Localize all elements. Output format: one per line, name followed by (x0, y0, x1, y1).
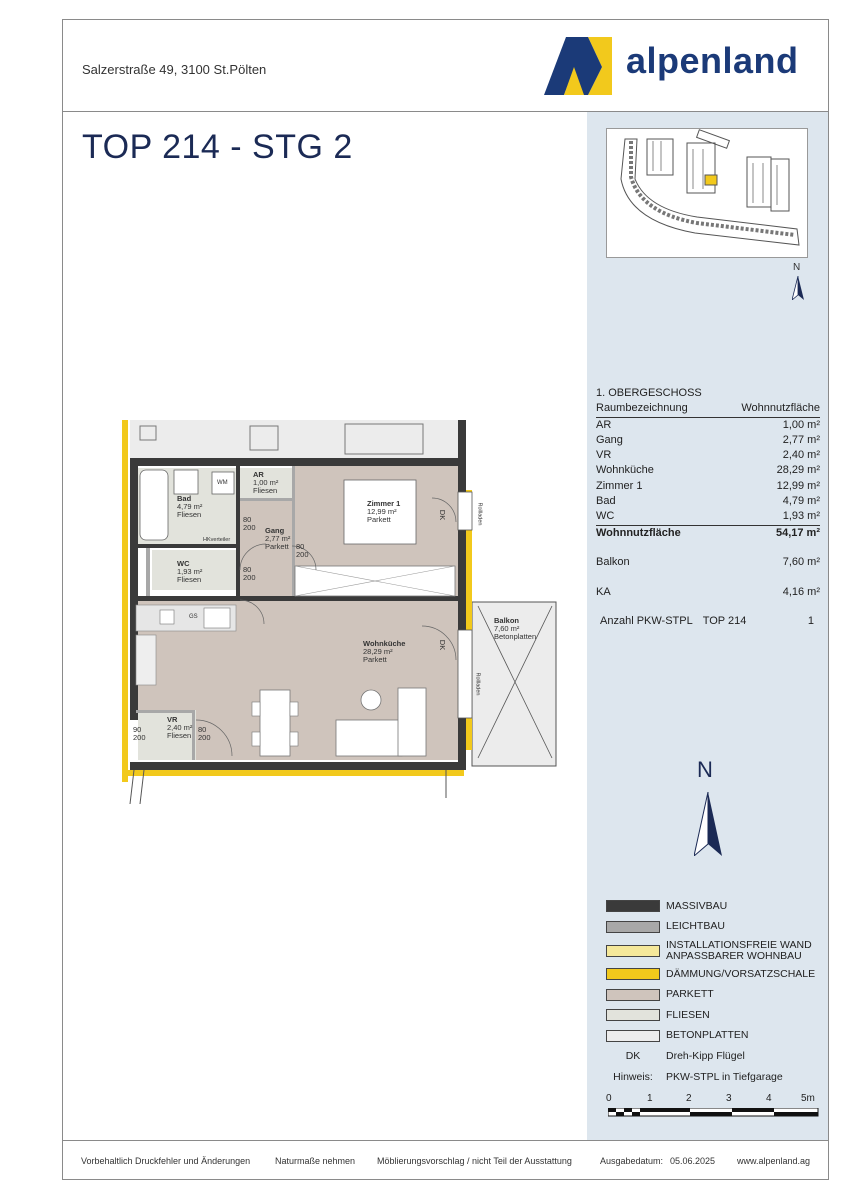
table-header (596, 401, 820, 417)
site-keyplan (606, 128, 808, 258)
hkverteiler-label: HKverteiler (203, 537, 231, 543)
ar-label: AR 1,00 m² Fliesen (253, 470, 279, 495)
legend-swatch (606, 989, 660, 1001)
north-label: N (697, 757, 713, 782)
scale-tick: 0 (606, 1093, 612, 1104)
table-row: Bad 4,79 m² (596, 495, 820, 508)
legend-item: PARKETT (606, 985, 826, 1006)
legend-swatch (606, 1030, 660, 1042)
scale-tick: 5m (801, 1093, 815, 1104)
zimmer-label: Zimmer 1 12,99 m² Parkett (367, 499, 401, 524)
bad-label: Bad 4,79 m² Fliesen (177, 494, 203, 519)
scale-tick: 4 (766, 1093, 772, 1104)
scale-bar (606, 1093, 822, 1123)
scale-tick: 3 (726, 1093, 732, 1104)
footer-web-link[interactable]: www.alpenland.ag (737, 1156, 811, 1166)
wm-label: WM (217, 480, 228, 486)
legend-item: DÄMMUNG/VORSATZSCHALE (606, 964, 826, 985)
vr-label: VR 2,40 m² Fliesen (167, 715, 193, 740)
scale-bar-graphic (608, 1108, 820, 1118)
col-area-header: Wohnnutzfläche (741, 402, 820, 415)
col-room-header: Raumbezeichnung (596, 402, 688, 415)
legend-dk: DK Dreh-Kipp Flügel (625, 1050, 745, 1063)
legend (606, 896, 826, 1087)
footer (62, 1150, 829, 1174)
footer-furniture: Möblierungsvorschlag / nicht Teil der Ausstattung (377, 1156, 572, 1166)
area-table (596, 386, 820, 629)
rollladen-label: Rollladen (474, 672, 481, 696)
door-dim: 80 200 (243, 515, 256, 532)
wc-label: WC 1,93 m² Fliesen (177, 559, 203, 584)
alpenland-logo-icon (544, 37, 612, 95)
scale-tick: 1 (647, 1093, 653, 1104)
door-dim: 80 200 (243, 565, 256, 582)
footer-date: 05.06.2025 (670, 1156, 716, 1166)
legend-item: BETONPLATTEN (606, 1026, 826, 1047)
brand-name: alpenland (626, 40, 799, 81)
keyplan-north-arrow-icon (792, 276, 804, 300)
parking-count: 1 (807, 614, 814, 627)
ka-row: KA 4,16 m² (596, 586, 820, 599)
footer-date-label: Ausgabedatum: (600, 1156, 664, 1166)
table-row: Zimmer 1 12,99 m² (596, 479, 820, 492)
dining-table (260, 690, 290, 756)
legend-hint: Hinweis: PKW-STPL in Tiefgarage (613, 1070, 783, 1083)
legend-swatch (606, 900, 660, 912)
legend-swatch (606, 1009, 660, 1021)
total-row: Wohnnutzfläche 54,17 m² (596, 525, 820, 541)
dk-label: DK (438, 639, 448, 651)
door-dim: 80 200 (296, 542, 309, 559)
legend-item: MASSIVBAU (606, 896, 826, 917)
gang-label: Gang 2,77 m² Parkett (265, 526, 291, 551)
parking-row (596, 614, 820, 629)
table-row: Wohnküche 28,29 m² (596, 464, 820, 477)
bathtub (140, 470, 168, 540)
legend-item: FLIESEN (606, 1005, 826, 1026)
table-row: WC 1,93 m² (596, 510, 820, 523)
floor-heading: 1. OBERGESCHOSS (596, 387, 702, 399)
north-arrow-icon (694, 792, 722, 856)
footer-divider (62, 1140, 829, 1141)
legend-item: LEICHTBAU (606, 917, 826, 938)
page-title: TOP 214 - STG 2 (82, 128, 353, 166)
dk-label: DK (438, 509, 448, 521)
parking-top: TOP 214 (702, 614, 747, 627)
door-dim: 90 200 (133, 725, 146, 742)
gs-label: GS (189, 614, 198, 620)
floor-plan (100, 420, 570, 805)
balkon-label: Balkon 7,60 m² Betonplatten (494, 616, 537, 641)
keyplan-drawing (607, 129, 807, 257)
table-row: VR 2,40 m² (596, 449, 820, 462)
rollladen-label: Rollladen (476, 502, 483, 526)
parking-label: Anzahl PKW-STPL (600, 614, 693, 627)
door-dim: 80 200 (198, 725, 211, 742)
legend-swatch (606, 945, 660, 957)
sofa (336, 720, 402, 756)
table-row: Gang 2,77 m² (596, 433, 820, 446)
legend-swatch (606, 921, 660, 933)
legend-item: INSTALLATIONSFREIE WAND ANPASSBARER WOHNBAU (606, 937, 826, 964)
legend-swatch (606, 968, 660, 980)
project-address: Salzerstraße 49, 3100 St.Pölten (82, 62, 267, 77)
footer-disclaimer: Vorbehaltlich Druckfehler und Änderungen (81, 1156, 251, 1166)
wohnkueche-label: Wohnküche 28,29 m² Parkett (363, 639, 406, 664)
balkon-row: Balkon 7,60 m² (596, 555, 820, 568)
keyplan-north-label: N (793, 262, 801, 273)
table-row: AR 1,00 m² (596, 418, 820, 431)
footer-measure: Naturmaße nehmen (275, 1156, 356, 1166)
scale-tick: 2 (686, 1093, 692, 1104)
